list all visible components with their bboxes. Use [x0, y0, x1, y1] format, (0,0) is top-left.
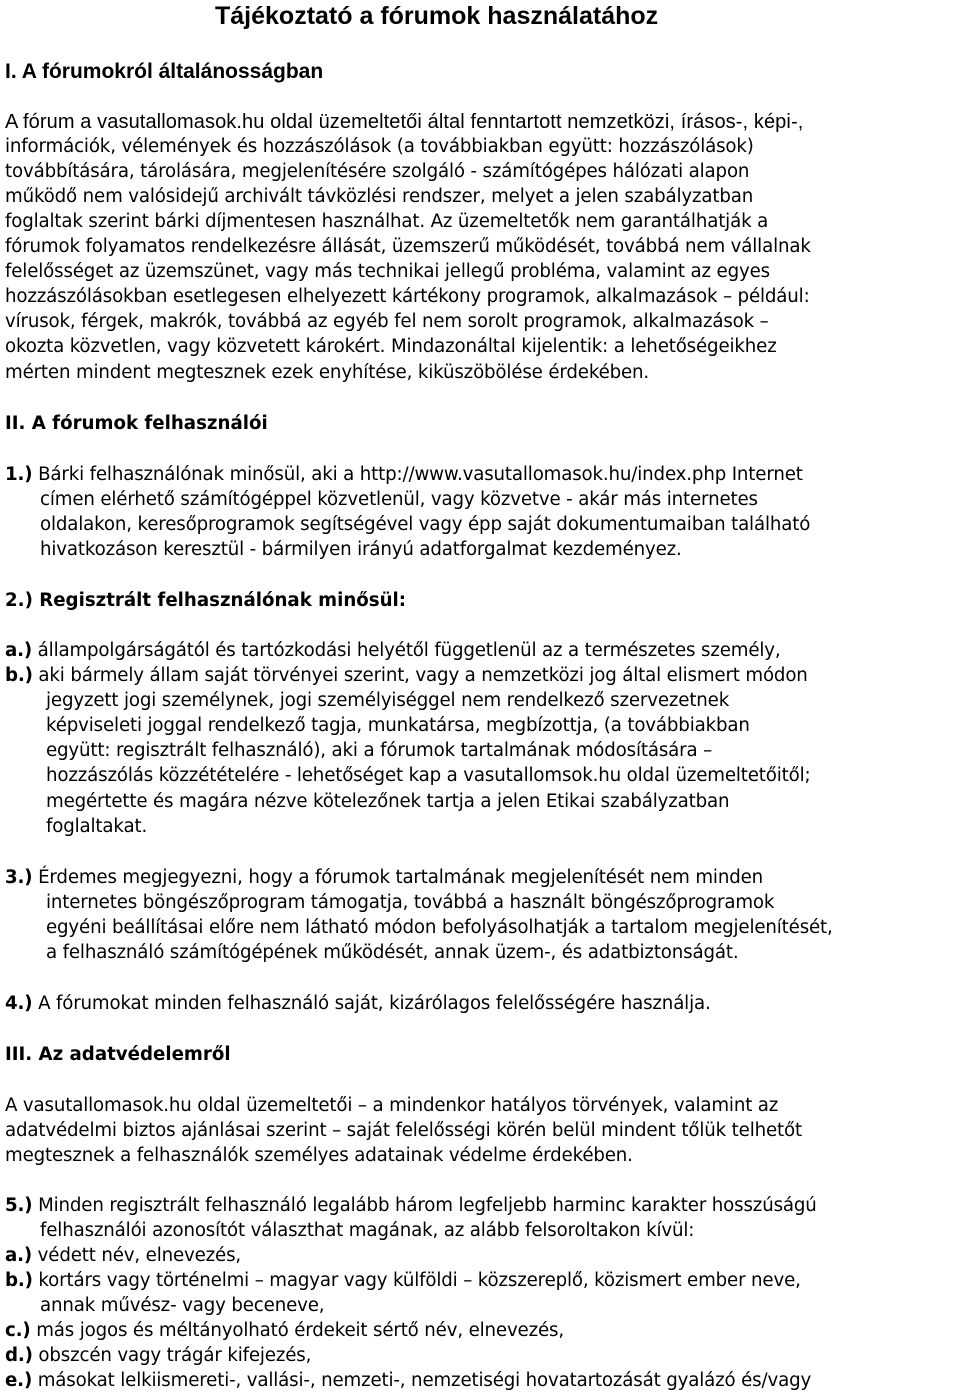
list-item-line: megértette és magára nézve kötelezőnek tartja a jelen Etikai szabályzatban [46, 791, 730, 812]
item-letter: c.) [5, 1320, 31, 1341]
list-item-5b [5, 1269, 801, 1293]
item-text: kortárs vagy történelmi – magyar vagy külföldi – közszereplő, közismert ember neve, [32, 1270, 801, 1291]
item-letter: b.) [5, 1270, 33, 1291]
paragraph-line: működő nem valósidejű archivált távközlési rendszer, melyet a jelen szabályzatban [5, 186, 754, 207]
list-item-2a [5, 639, 781, 663]
item-letter: d.) [5, 1345, 33, 1366]
paragraph-line: A fórum a vasutallomasok.hu oldal üzemeltetői által fenntartott nemzetközi, írásos-, képi-, [5, 111, 804, 133]
item-letter: b.) [5, 665, 33, 686]
paragraph-line: továbbítására, tárolására, megjelenítésére szolgáló - számítógépes hálózati alapon [5, 161, 750, 182]
section-heading-privacy: III. Az adatvédelemről [5, 1044, 231, 1065]
item-letter: a.) [5, 1245, 33, 1266]
paragraph-line: vírusok, férgek, makrók, továbbá az egyéb fel nem sorolt programok, alkalmazások – [5, 311, 769, 332]
list-item-2 [5, 589, 406, 613]
list-item-5a [5, 1244, 241, 1268]
item-text: állampolgárságától és tartózkodási helyétől függetlenül az a természetes személy, [32, 640, 781, 661]
list-item-line: egyéni beállításai előre nem látható módon befolyásolhatják a tartalom megjelenítését, [46, 917, 833, 938]
section-heading-users: II. A fórumok felhasználói [5, 413, 268, 434]
item-text: A fórumokat minden felhasználó saját, kizárólagos felelősségére használja. [32, 993, 711, 1014]
item-heading: Regisztrált felhasználónak minősül: [32, 590, 407, 611]
item-letter: e.) [5, 1370, 33, 1391]
list-item-line: oldalakon, keresőprogramok segítségével vagy épp saját dokumentumaiban található [40, 514, 811, 535]
list-item-line: annak művész- vagy beceneve, [40, 1295, 325, 1316]
paragraph-line: megtesznek a felhasználók személyes adatainak védelme érdekében. [5, 1145, 633, 1166]
list-item-line: címen elérhető számítógéppel közvetlenül, vagy közvetve - akár más internetes [40, 489, 758, 510]
paragraph-line: hozzászólásokban esetlegesen elhelyezett kártékony programok, alkalmazások – például: [5, 286, 810, 307]
item-text: aki bármely állam saját törvényei szerint, vagy a nemzetközi jog által elismert módon [32, 665, 808, 686]
item-text: más jogos és méltányolható érdekeit sértő név, elnevezés, [30, 1320, 564, 1341]
item-number: 4.) [5, 993, 33, 1014]
list-item-line: képviseleti joggal rendelkező tagja, munkatársa, megbízottja, (a továbbiakban [46, 715, 750, 736]
paragraph-line: információk, vélemények és hozzászólások (a továbbiakban együtt: hozzászólások) [5, 136, 754, 157]
list-item-5d [5, 1344, 311, 1368]
item-number: 2.) [5, 590, 33, 611]
list-item-5e [5, 1369, 811, 1393]
item-text: obszcén vagy trágár kifejezés, [32, 1345, 312, 1366]
list-item-5c [5, 1319, 564, 1343]
paragraph-line: okozta közvetlen, vagy közvetett károkért. Mindazonáltal kijelentik: a lehetőségeikhez [5, 336, 777, 357]
item-text: Érdemes megjegyezni, hogy a fórumok tartalmának megjelenítését nem minden [32, 867, 764, 888]
list-item-line: együtt: regisztrált felhasználó), aki a fórumok tartalmának módosítására – [46, 740, 713, 761]
paragraph-line: foglaltak szerint bárki díjmentesen használhat. Az üzemeltetők nem garantálhatják a [5, 211, 769, 232]
list-item-line: jegyzett jogi személynek, jogi személyiséggel nem rendelkező szervezetnek [46, 690, 730, 711]
paragraph-line: adatvédelmi biztos ajánlásai szerint – saját felelősségi körén belül mindent tőlük telhetőt [5, 1120, 802, 1141]
paragraph-line: A vasutallomasok.hu oldal üzemeltetői – a mindenkor hatályos törvények, valamint az [5, 1095, 779, 1116]
item-number: 5.) [5, 1195, 33, 1216]
list-item-line: felhasználói azonosítót választhat magának, az alább felsoroltakon kívül: [40, 1220, 695, 1241]
list-item-line: foglaltakat. [46, 816, 148, 837]
item-number: 3.) [5, 867, 33, 888]
list-item-line: a felhasználó számítógépének működését, annak üzem-, és adatbiztonságát. [46, 942, 739, 963]
paragraph-line: fórumok folyamatos rendelkezésre állását, üzemszerű működését, továbbá nem vállalnak [5, 236, 811, 257]
item-number: 1.) [5, 464, 33, 485]
item-text: Bárki felhasználónak minősül, aki a http://www.vasutallomasok.hu/index.php Internet [32, 464, 803, 485]
list-item-2b [5, 664, 808, 688]
section-heading-general: I. A fórumokról általánosságban [5, 60, 324, 83]
item-text: másokat lelkiismereti-, vallási-, nemzeti-, nemzetiségi hovatartozását gyalázó és/vagy [32, 1370, 812, 1391]
document-title: Tájékoztató a fórumok használatához [215, 2, 659, 30]
list-item-line: internetes böngészőprogram támogatja, továbbá a használt böngészőprogramok [46, 892, 775, 913]
list-item-line: hozzászólás közzétételére - lehetőséget kap a vasutallomsok.hu oldal üzemeltetőitől; [46, 765, 811, 786]
paragraph-line: mérten mindent megtesznek ezek enyhítése, kiküszöbölése érdekében. [5, 362, 650, 383]
item-letter: a.) [5, 640, 33, 661]
list-item-4 [5, 992, 711, 1016]
list-item-line: hivatkozáson keresztül - bármilyen irányú adatforgalmat kezdeményez. [40, 539, 682, 560]
list-item-1 [5, 463, 803, 487]
list-item-3 [5, 866, 763, 890]
list-item-5 [5, 1194, 817, 1218]
paragraph-line: felelősséget az üzemszünet, vagy más technikai jellegű probléma, valamint az egyes [5, 261, 770, 282]
item-text: védett név, elnevezés, [32, 1245, 242, 1266]
item-text: Minden regisztrált felhasználó legalább három legfeljebb harminc karakter hosszúságú [32, 1195, 817, 1216]
